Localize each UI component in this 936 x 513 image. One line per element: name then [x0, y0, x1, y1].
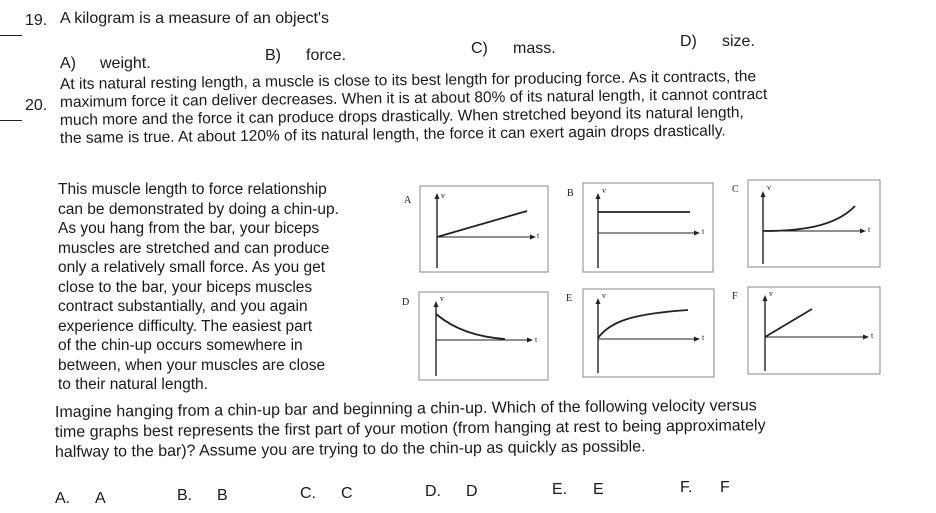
answer-a-letter: A.: [55, 490, 71, 507]
graph-label-b: B: [567, 188, 574, 199]
paragraph-line: At its natural resting length, a muscle is close to its best length for producing force. As it contracts, the: [59, 68, 757, 93]
x-axis-label: t: [535, 335, 538, 344]
paragraph-line: maximum force it can deliver decreases. When it is at about 80% of its natural length, it cannot contract: [59, 85, 768, 111]
x-axis-label: t: [871, 331, 874, 340]
q19-option-d-letter: D): [680, 33, 697, 50]
side-line: of the chin-up occurs somewhere in: [58, 337, 303, 354]
graph-panel-c: [748, 180, 880, 267]
answer-e-letter: E.: [552, 481, 568, 498]
graph-label-a: A: [404, 195, 412, 206]
curve-increasing-linear: [437, 211, 527, 237]
q19-stem: A kilogram is a measure of an object's: [60, 10, 329, 27]
curve-decreasing: [436, 314, 505, 339]
y-axis-label: v: [767, 183, 771, 192]
side-line: contract substantially, and you again: [58, 298, 308, 315]
graph-panel-f: [748, 287, 880, 374]
y-axis-label: v: [769, 289, 773, 298]
question-line: Imagine hanging from a chin-up bar and beginning a chin-up. Which of the following velocity versus: [54, 397, 757, 421]
answer-d-letter: D.: [425, 483, 441, 500]
side-line: This muscle length to force relationship: [58, 181, 327, 198]
q19-option-d-text: size.: [722, 33, 755, 50]
q20-question: [54, 397, 766, 463]
graph-panel-e: [583, 289, 714, 377]
side-line: muscles are stretched and can produce: [58, 239, 330, 257]
curve-concave-down: [598, 310, 688, 338]
answer-a-value: A: [95, 490, 106, 507]
graph-label-d: D: [402, 297, 410, 308]
answer-b-value: B: [217, 487, 228, 504]
side-line: only a relatively small force. As you get: [58, 259, 326, 276]
graph-label-f: F: [732, 291, 738, 302]
answer-b-letter: B.: [177, 487, 193, 504]
answer-f-value: F: [720, 479, 730, 496]
x-axis-label: t: [702, 333, 705, 342]
answer-d-value: D: [466, 483, 478, 500]
side-line: to their natural length.: [58, 376, 208, 393]
answer-f-letter: F.: [680, 479, 693, 496]
x-axis-label: t: [868, 225, 871, 234]
y-axis-label: v: [602, 291, 606, 300]
q19-option-c-text: mass.: [513, 40, 556, 57]
side-line: close to the bar, your biceps muscles: [58, 278, 313, 296]
graph-panel-a: [420, 186, 548, 272]
answer-c-letter: C.: [300, 485, 316, 502]
side-line: between, when your muscles are close: [58, 356, 326, 374]
q19-option-b-text: force.: [306, 47, 347, 64]
graph-label-e: E: [566, 293, 573, 304]
graph-panel-d: [419, 292, 548, 380]
paragraph-line: much more and the force it can produce drops drastically. When stretched beyond its natural length,: [59, 104, 744, 129]
answer-c-value: C: [341, 485, 353, 502]
x-axis-label: t: [537, 231, 540, 240]
side-line: can be demonstrated by doing a chin-up.: [58, 200, 339, 218]
q19-option-c-letter: C): [471, 40, 488, 57]
q20-number: 20.: [25, 97, 48, 114]
y-axis-label: v: [602, 186, 606, 195]
y-axis-label: v: [440, 294, 444, 303]
graph-panel-b: [583, 183, 713, 272]
curve-concave-up: [763, 206, 855, 231]
paragraph-line: the same is true. At about 120% of its natural length, the force it can exert again drops drastically.: [59, 122, 726, 147]
y-axis-label: v: [441, 191, 445, 200]
graph-label-c: C: [732, 184, 739, 195]
answer-e-value: E: [593, 481, 604, 498]
q19-option-b-letter: B): [265, 47, 281, 64]
q19-option-a-text: weight.: [100, 55, 151, 72]
question-line: time graphs best represents the first part of your motion (from hanging at rest to being approximately: [54, 417, 766, 441]
question-line: halfway to the bar)? Assume you are trying to do the chin-up as quickly as possible.: [54, 438, 646, 461]
side-line: As you hang from the bar, your biceps: [58, 220, 320, 237]
side-line: experience difficulty. The easiest part: [58, 317, 313, 335]
q19-number: 19.: [25, 12, 48, 29]
x-axis-label: t: [702, 227, 705, 236]
curve-increasing-linear-origin: [765, 309, 812, 337]
q19-option-a-letter: A): [60, 55, 76, 72]
